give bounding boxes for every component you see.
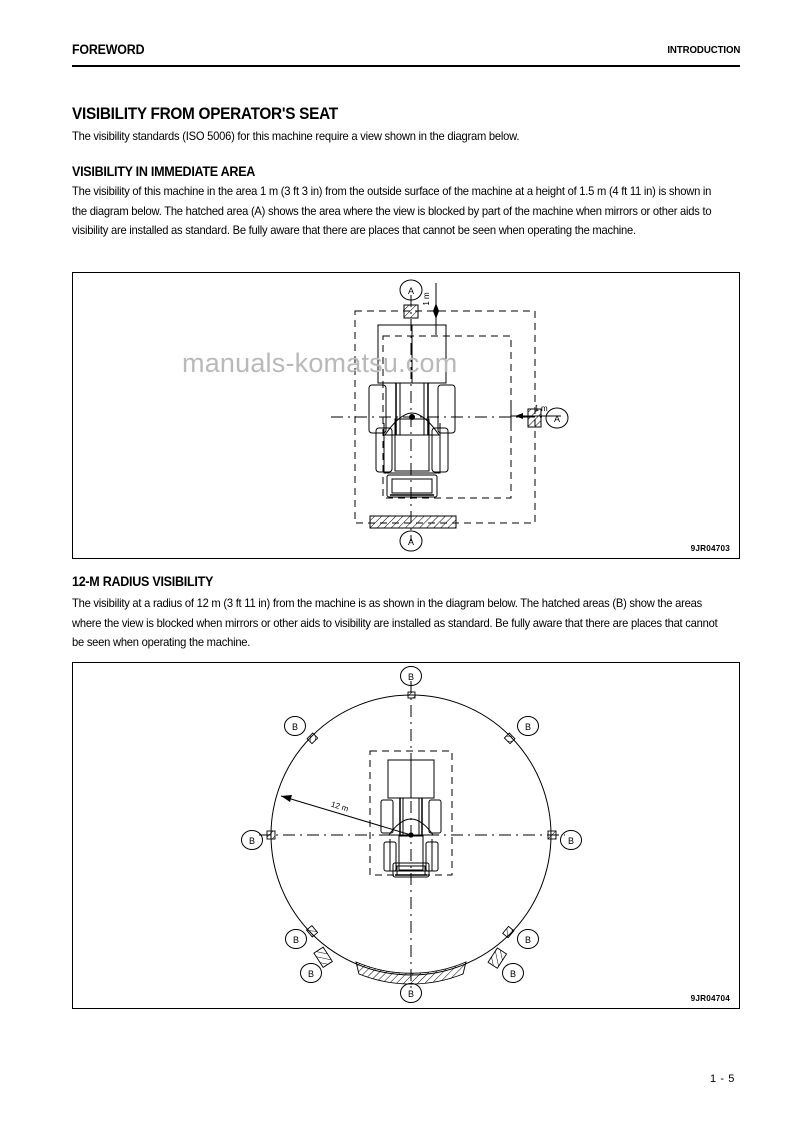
header-left-title: FOREWORD xyxy=(72,42,145,57)
marker-a-right xyxy=(546,408,568,428)
section-title-radius-visibility: 12-M RADIUS VISIBILITY xyxy=(72,574,214,589)
svg-text:A: A xyxy=(407,286,415,296)
blocked-segment-bottom-left xyxy=(314,947,332,967)
hatched-area-bottom xyxy=(370,516,456,528)
svg-text:B: B xyxy=(292,935,300,945)
marker-b-left xyxy=(242,831,263,850)
page-title: VISIBILITY FROM OPERATOR'S SEAT xyxy=(72,105,338,123)
marker-b-upper-left xyxy=(285,717,306,736)
svg-text:B: B xyxy=(509,969,517,979)
svg-text:B: B xyxy=(524,935,532,945)
svg-text:1 m: 1 m xyxy=(534,404,548,413)
immediate-area-paragraph: The visibility of this machine in the area 1 m (3 ft 3 in) from the outside surface of the machine at a height of 1.5 m (4 ft 11 in) is shown in the diagram below. The hatched area (A) shows the area where the view is blocked by part of the machine when mirrors or other aids to visibility are installed as standard. Be fully aware that there are places that cannot be seen when operating the machine. xyxy=(72,185,712,237)
svg-text:B: B xyxy=(307,969,315,979)
radius-visibility-paragraph: The visibility at a radius of 12 m (3 ft 11 in) from the machine is as shown in the diagram below. The hatched areas (B) show the areas where the view is blocked when mirrors or other aids to visibility are installed as standard. Be fully aware that there are places that cannot be seen when operating the machine. xyxy=(72,597,718,649)
radius-label: 12 m xyxy=(329,799,350,814)
blocked-segment-bottom xyxy=(356,962,466,984)
marker-b-right xyxy=(561,831,582,850)
marker-b-bottom-left xyxy=(301,964,322,983)
figure-immediate-area xyxy=(72,272,740,559)
blocked-segment-left xyxy=(267,831,275,839)
blocked-segment-lower-right xyxy=(503,926,514,937)
blocked-segment-bottom-right xyxy=(488,948,506,968)
marker-b-lower-left xyxy=(286,930,307,949)
radius-dimension xyxy=(281,795,411,835)
header-rule xyxy=(72,65,740,67)
page-number: 1 - 5 xyxy=(709,1073,735,1085)
section-title-immediate-area: VISIBILITY IN IMMEDIATE AREA xyxy=(72,164,256,179)
marker-a-bottom xyxy=(400,531,422,551)
blocked-segment-right xyxy=(548,831,556,839)
svg-text:B: B xyxy=(291,722,299,732)
svg-text:B: B xyxy=(407,672,415,682)
dimension-top-1m xyxy=(422,283,444,335)
figure-code-immediate: 9JR04703 xyxy=(690,544,730,553)
svg-text:B: B xyxy=(524,722,532,732)
blocked-segment-upper-left xyxy=(307,733,318,744)
svg-text:B: B xyxy=(567,836,575,846)
marker-b-bottom-right xyxy=(503,964,524,983)
figure-radius-visibility xyxy=(72,662,740,1009)
svg-text:A: A xyxy=(407,537,415,547)
svg-text:B: B xyxy=(407,989,415,999)
svg-text:B: B xyxy=(248,836,256,846)
figure-immediate-area-drawing xyxy=(73,273,737,556)
watermark-text: manuals-komatsu.com xyxy=(182,348,458,378)
marker-b-lower-right xyxy=(518,930,539,949)
blocked-segment-lower-left xyxy=(306,926,317,937)
svg-text:A: A xyxy=(553,414,561,424)
marker-b-upper-right xyxy=(518,717,539,736)
figure-radius-visibility-drawing xyxy=(73,663,737,1006)
blocked-segment-upper-right xyxy=(504,733,515,744)
figure-code-radius: 9JR04704 xyxy=(690,994,730,1003)
blocked-segment-top xyxy=(408,692,415,698)
hatched-area-top xyxy=(404,305,418,318)
svg-text:1 m: 1 m xyxy=(422,292,431,306)
header-right-title: INTRODUCTION xyxy=(667,44,740,56)
intro-paragraph: The visibility standards (ISO 5006) for this machine require a view shown in the diagram below. xyxy=(72,130,520,143)
